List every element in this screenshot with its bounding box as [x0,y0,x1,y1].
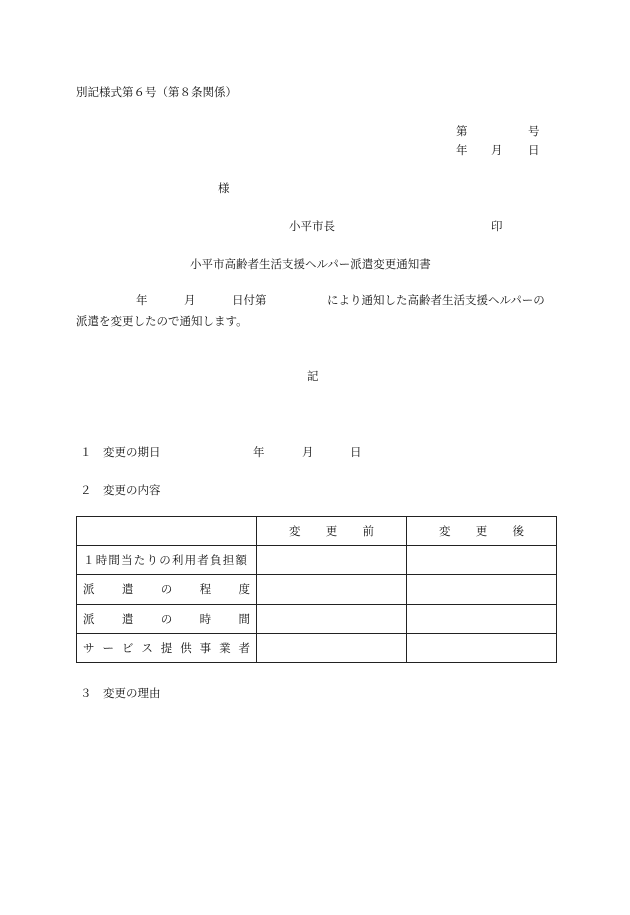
doc-no-prefix: 第 [456,124,468,138]
row-label-char: ス [141,640,153,655]
header-after-char: 変 [439,524,451,539]
row-label-char: 業 [219,640,231,655]
row-label-char: 時 [199,611,212,626]
cell-after [407,546,557,575]
document-title: 小平市高齢者生活支援ヘルパー派遣変更通知書 [190,257,431,271]
header-before [257,517,407,546]
row-label-dispatch-degree [77,575,257,604]
header-before-char: 変 [289,524,301,539]
table-row [77,575,557,604]
date-year: 年 [456,143,468,157]
table-row [77,546,557,575]
date-month: 月 [491,143,503,157]
cell-before [257,575,407,604]
item2-label: ２ 変更の内容 [80,483,161,497]
recipient-suffix: 様 [218,181,230,195]
cell-before [257,633,407,662]
header-before-char: 前 [362,524,374,539]
item1-day: 日 [350,445,362,459]
row-label-char: の [160,582,173,597]
body-month: 月 [184,293,196,307]
cell-after [407,633,557,662]
header-blank-cell [77,517,257,546]
header-before-char: 更 [325,524,338,539]
row-label-char: ビ [121,640,134,655]
row-label-char: 度 [238,582,250,597]
header-after [407,517,557,546]
table-header-row [77,517,557,546]
cell-before [257,604,407,633]
change-details-table [76,516,557,663]
row-label-dispatch-time [77,604,257,633]
row-label-user-charge [77,546,257,575]
cell-before [257,546,407,575]
row-label-char: 者 [238,640,250,655]
row-label-char: 派 [83,582,95,597]
body-year: 年 [136,293,148,307]
row-label-char: 間 [238,611,250,626]
body-day-ref: 日付第 [232,293,267,307]
row-label-char: 派 [83,611,95,626]
header-after-char: 後 [512,524,524,539]
cell-after [407,604,557,633]
form-number: 別記様式第６号（第８条関係） [76,85,237,99]
item1-year: 年 [253,445,265,459]
item1-month: 月 [302,445,314,459]
row-label-char: サ [83,640,95,655]
body-text-line1: により通知した高齢者生活支援ヘルパーの [327,293,545,307]
sender-title: 小平市長 [289,219,335,233]
cell-after [407,575,557,604]
row-label-char: ー [102,640,114,655]
row-label-char: 提 [160,640,173,655]
row-label-char: 供 [180,640,192,655]
row-label-char: 遣 [121,582,134,597]
item1-label: １ 変更の期日 [80,445,161,459]
row-label-char: 程 [199,582,212,597]
doc-no-suffix: 号 [528,124,540,138]
table-row [77,633,557,662]
table-row [77,604,557,633]
row-label-char: 事 [199,640,212,655]
document-number [456,123,540,139]
body-text-line2: 派遣を変更したので通知します。 [76,314,248,328]
item3-label: ３ 変更の理由 [80,686,161,700]
seal-mark: 印 [491,219,503,233]
row-label-service-provider [77,633,257,662]
issue-date [456,142,540,158]
date-day: 日 [528,143,540,157]
header-after-char: 更 [475,524,488,539]
row-label-char: 遣 [121,611,134,626]
row-label-char: の [160,611,173,626]
ki-mark: 記 [307,369,319,383]
row-label-text: １時間当たりの利用者負担額 [83,553,249,568]
